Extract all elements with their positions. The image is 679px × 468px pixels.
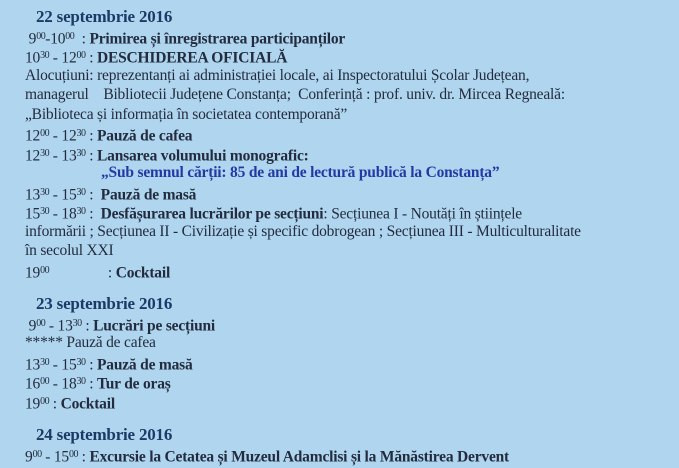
time-superscript: 00 xyxy=(40,128,50,139)
text-segment: - 15 xyxy=(49,186,77,203)
time-superscript: 00 xyxy=(65,30,75,42)
text-segment: : xyxy=(49,395,61,412)
text-segment: : xyxy=(74,30,90,47)
text-segment: Cocktail xyxy=(60,395,115,412)
text-segment: -10 xyxy=(45,30,66,47)
time-superscript: 30 xyxy=(40,147,50,159)
section-date-heading: 23 septembrie 2016 xyxy=(36,294,173,313)
program-line xyxy=(25,124,679,144)
text-segment: : xyxy=(85,205,101,223)
text-segment: : xyxy=(85,127,97,145)
text-segment: - 12 xyxy=(49,127,77,145)
text-segment: informării ; Secțiunea II - Civilizație și specific dobrogean ; Secțiunea III - Multiculturalitate xyxy=(25,222,581,240)
text-segment: Primirea și înregistrarea participanților xyxy=(89,30,346,47)
program-line xyxy=(25,372,679,392)
text-segment: : xyxy=(85,49,97,67)
text-segment: - 18 xyxy=(49,205,77,223)
text-segment: ***** Pauză de cafea xyxy=(25,334,156,351)
time-superscript: 00 xyxy=(68,448,78,460)
text-segment: 13 xyxy=(25,186,41,203)
text-segment: : xyxy=(85,147,97,164)
time-superscript: 30 xyxy=(76,206,86,217)
program-line xyxy=(25,353,679,373)
text-segment: 10 xyxy=(25,49,41,67)
time-superscript: 00 xyxy=(36,317,46,329)
text-segment: Pauză de masă xyxy=(97,356,193,373)
text-segment: 12 xyxy=(25,127,41,145)
program-line xyxy=(25,314,679,334)
time-superscript: 30 xyxy=(76,356,86,368)
program-line xyxy=(25,261,679,281)
section-date-heading: 24 septembrie 2016 xyxy=(36,425,173,444)
time-superscript: 00 xyxy=(40,395,50,407)
text-segment: Pauză de cafea xyxy=(97,127,193,145)
text-segment: 12 xyxy=(25,147,41,164)
time-superscript: 00 xyxy=(76,50,86,61)
time-superscript: 30 xyxy=(76,376,86,387)
text-segment: managerul Bibliotecii Județene Constanța; Conferință : prof. univ. dr. Mircea Regneală: xyxy=(25,86,565,103)
program-line xyxy=(25,163,679,183)
program-day-section xyxy=(25,425,679,464)
text-segment: 19 xyxy=(25,264,41,281)
time-superscript: 00 xyxy=(32,448,42,460)
program-line xyxy=(25,46,679,66)
time-superscript: 30 xyxy=(76,128,86,139)
text-segment: 19 xyxy=(25,395,41,412)
text-segment: : xyxy=(85,186,101,203)
text-segment: - 18 xyxy=(49,375,77,393)
text-segment: 16 xyxy=(25,375,41,393)
text-segment: : Secțiunea I - Noutăți în științele xyxy=(323,205,522,223)
text-segment: „Biblioteca și informația în societatea contemporană” xyxy=(25,105,348,123)
program-line xyxy=(25,27,679,47)
program-line xyxy=(25,202,679,222)
text-segment: 9 xyxy=(25,30,37,47)
program-day-section xyxy=(25,7,679,280)
time-superscript: 00 xyxy=(36,30,46,42)
program-line xyxy=(25,105,679,125)
program-line xyxy=(25,222,679,242)
text-segment: 13 xyxy=(25,356,41,373)
program-line xyxy=(25,183,679,203)
time-superscript: 00 xyxy=(40,376,50,387)
program-line xyxy=(25,445,679,465)
highlighted-title-text: „Sub semnul cărții: 85 de ani de lectură publică la Constanța” xyxy=(101,164,500,181)
program-line xyxy=(25,144,679,164)
text-segment: 9 xyxy=(25,448,33,465)
text-segment: DESCHIDEREA OFICIALĂ xyxy=(97,49,288,67)
text-segment: : xyxy=(85,375,97,393)
time-superscript: 30 xyxy=(72,317,82,329)
time-superscript: 30 xyxy=(76,186,86,198)
text-segment: 15 xyxy=(25,205,41,223)
program-day-section xyxy=(25,294,679,411)
time-superscript: 30 xyxy=(76,147,86,159)
text-segment: Lucrări pe secțiuni xyxy=(93,317,216,334)
program-line xyxy=(25,66,679,86)
text-segment: Cocktail xyxy=(115,264,171,281)
time-superscript: 30 xyxy=(40,206,50,217)
program-line xyxy=(25,333,679,353)
program-line xyxy=(25,241,679,261)
text-segment: - 13 xyxy=(49,147,77,164)
text-segment: : xyxy=(49,264,116,281)
time-superscript: 30 xyxy=(40,356,50,368)
text-segment: Desfășurarea lucrărilor pe secțiuni xyxy=(100,205,324,223)
text-segment: Alocuțiuni: reprezentanți ai administrației locale, ai Inspectoratului Școlar Județean, xyxy=(25,66,530,84)
text-segment: în secolul XXI xyxy=(25,242,114,259)
text-segment: - 12 xyxy=(49,49,77,67)
text-segment: Lansarea volumului monografic: xyxy=(97,147,309,164)
text-segment: Pauză de masă xyxy=(100,186,197,203)
text-segment: Excursie la Cetatea și Muzeul Adamclisi și la Mănăstirea Dervent xyxy=(89,448,510,465)
section-date-heading: 22 septembrie 2016 xyxy=(36,7,173,26)
text-segment: - 15 xyxy=(49,356,77,373)
text-segment: Tur de oraș xyxy=(97,375,171,393)
text-segment: 9 xyxy=(25,317,37,334)
text-segment: : xyxy=(77,448,90,465)
text-segment: : xyxy=(85,356,97,373)
program-line xyxy=(25,392,679,412)
time-superscript: 30 xyxy=(40,186,50,198)
text-segment: : xyxy=(81,317,94,334)
program-line xyxy=(25,85,679,105)
time-superscript: 30 xyxy=(40,50,50,61)
text-segment: - 13 xyxy=(45,317,73,334)
time-superscript: 00 xyxy=(40,264,50,276)
text-segment: - 15 xyxy=(41,448,69,465)
